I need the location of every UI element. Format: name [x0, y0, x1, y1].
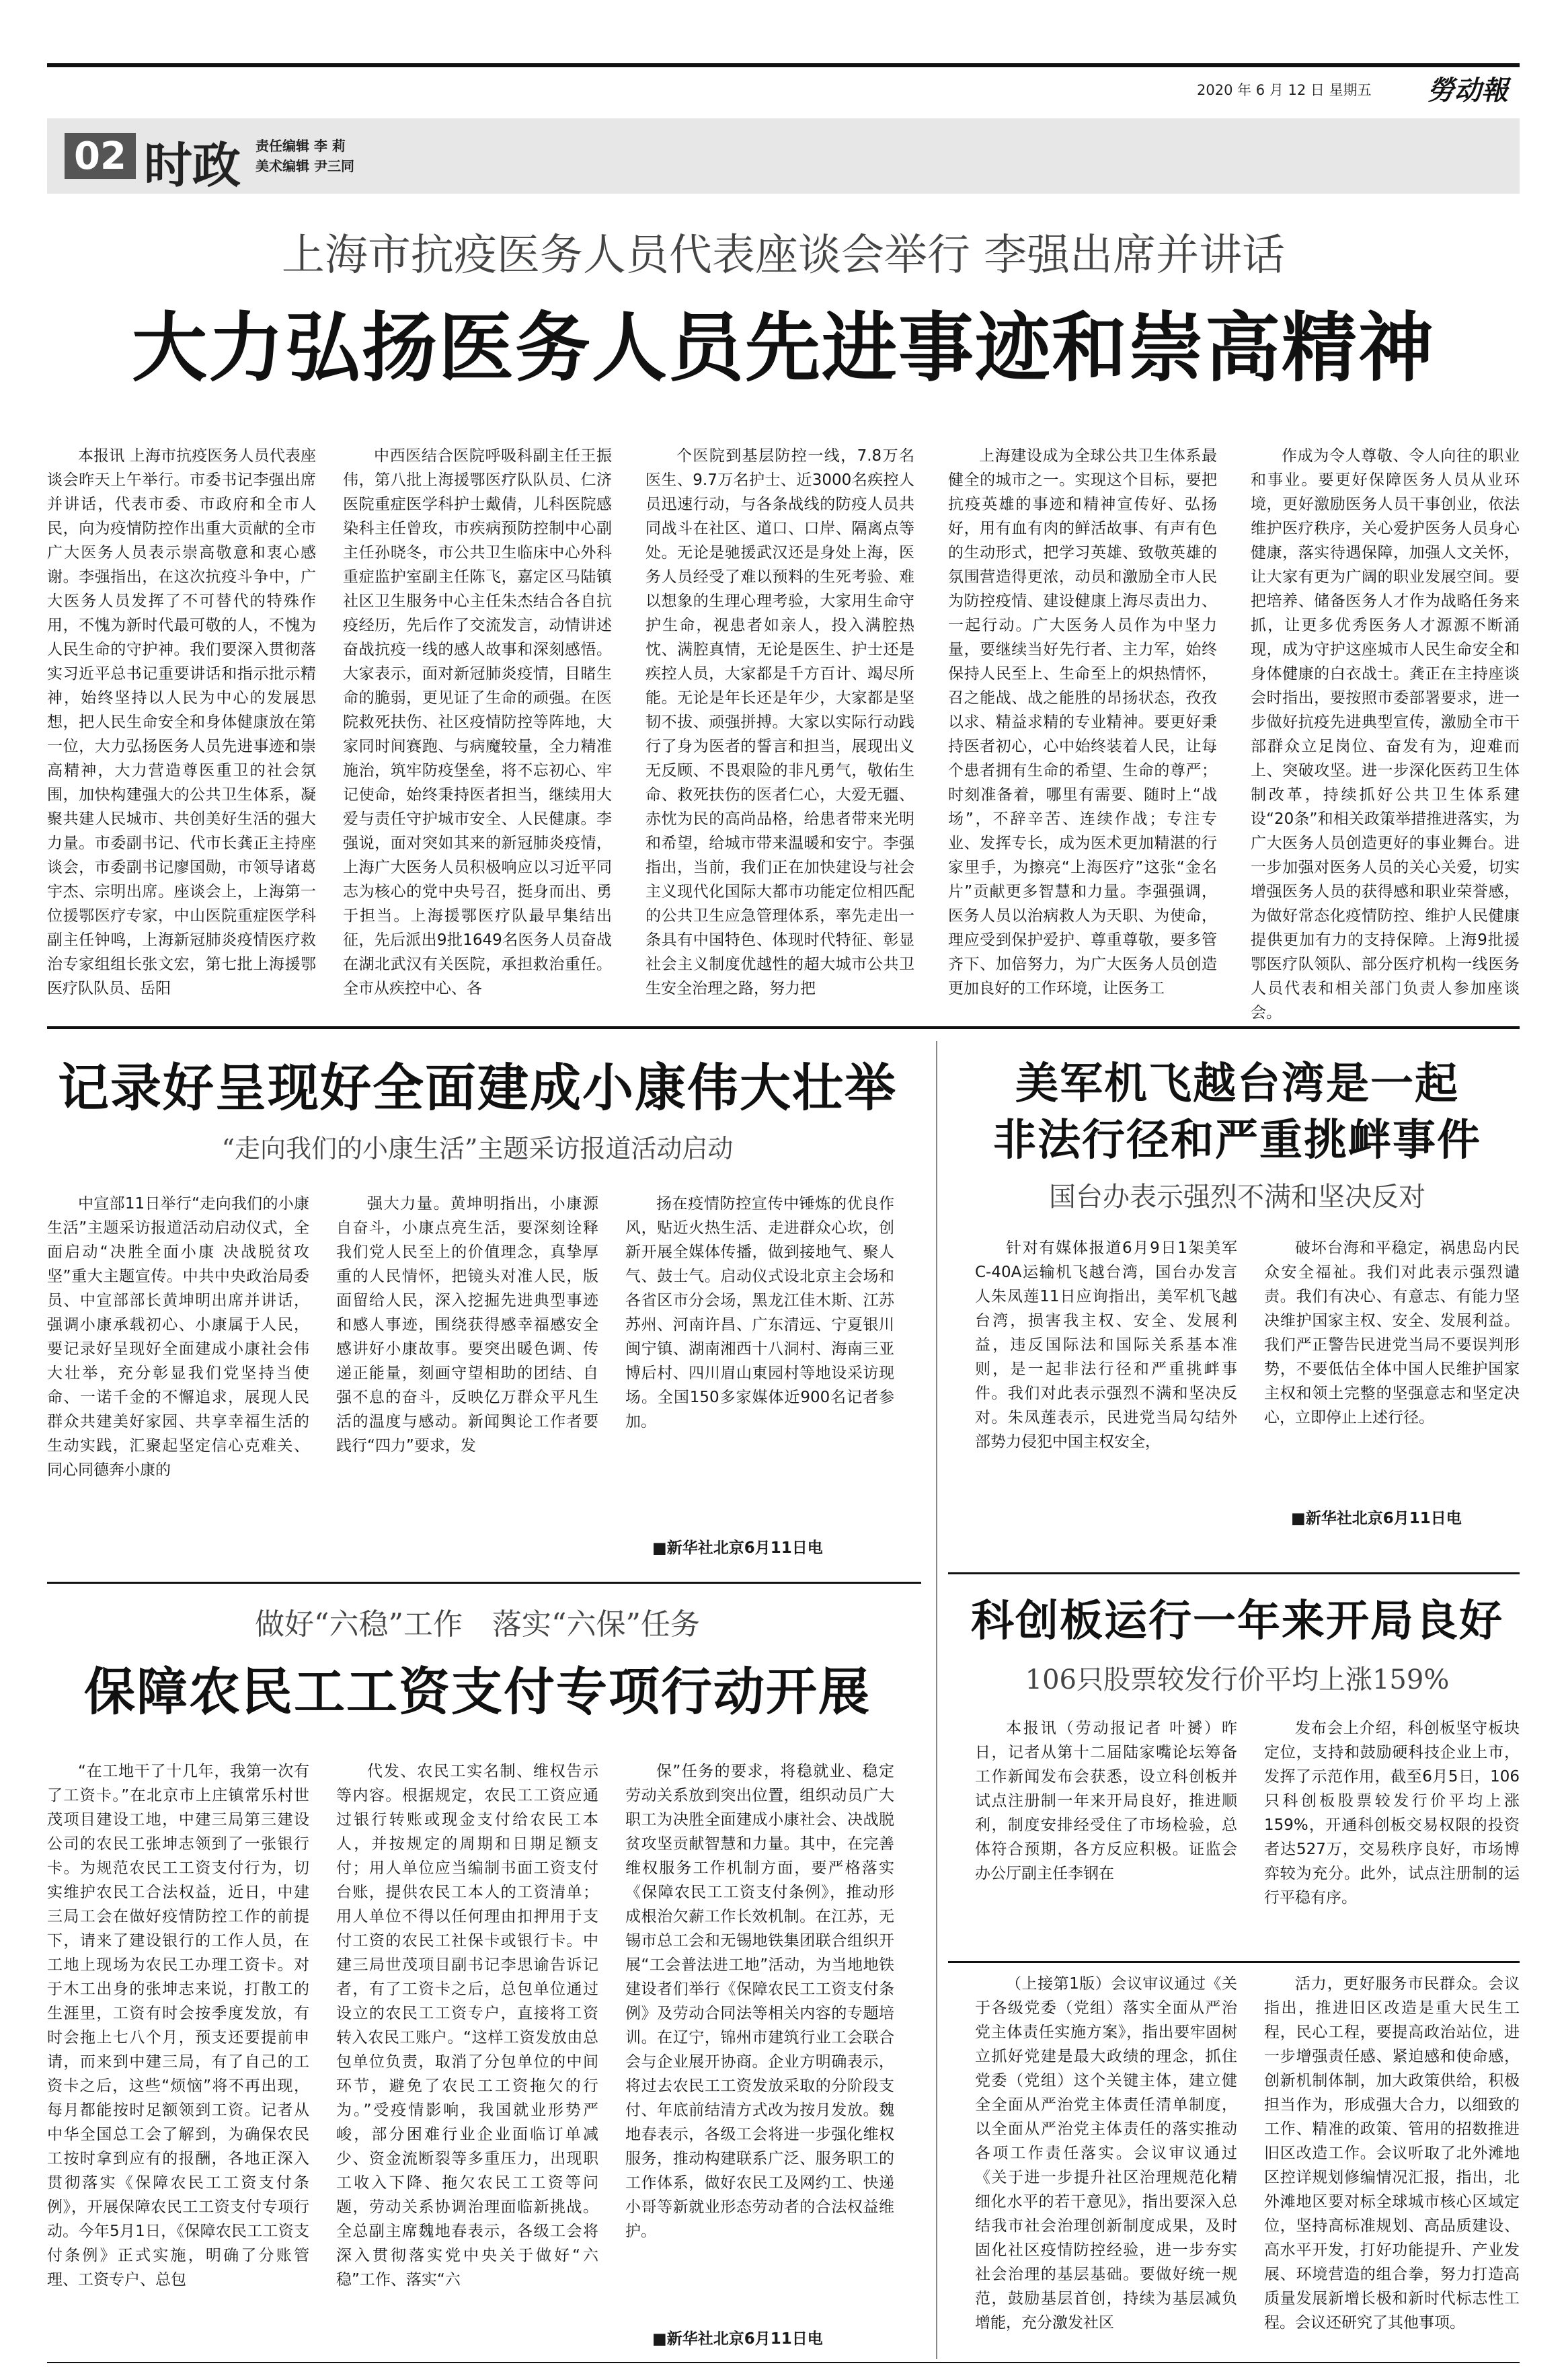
wages-col-1: “在工地干了十几年，我第一次有了工资卡。”在北京市上庄镇常乐村世茂项目建设工地，中建三局第三建设公司的农民工张坤志领到了一张银行卡。为规范农民工工资支付行为，切实维护农民工合法权益，近日，中建三局工会在做好疫情防控工作的前提下，请来了建设银行的工作人员，在工地上现场为农民工办理工资卡。对于木工出身的张坤志来说，打散工的生涯里，工资有时会按季度发放，有时会拖上七八个月，预支还要提前申请，而来到中建三局，有了自己的工资卡之后，这些“烦恼”将不再出现，每月都能按时足额领到工资。记者从中华全国总工会了解到，为确保农民工按时拿到应有的报酬，各地正深入贯彻落实《保障农民工工资支付条例》，开展保障农民工工资支付专项行动。今年5月1日，《保障农民工工资支付条例》正式实施，明确了分账管理、工资专户、总包 [47, 1763, 309, 2289]
taiwan-col-2: 破坏台海和平稳定，祸患岛内民众安全福祉。我们对此表示强烈谴责。我们有决心、有意志、有能力坚决维护国家主权、安全、发展利益。我们严正警告民进党当局不要误判形势，不要低估全体中国人民维护国家主权和领土完整的坚强意志和坚定决心，立即停止上述行径。 [1264, 1239, 1520, 1426]
wages-col-2: 代发、农民工实名制、维权告示等内容。根据规定，农民工工资应通过银行转账或现金支付给农民工本人，并按规定的周期和日期足额支付；用人单位应当编制书面工资支付台账，提供农民工本人的工资清单；用人单位不得以任何理由扣押用于支付工资的农民工社保卡或银行卡。中建三局世茂项目副书记李思谕告诉记者，有了工资卡之后，总包单位通过设立的农民工工资专户，直接将工资转入农民工账户。“这样工资发放由总包单位负责，取消了分包单位的中间环节，避免了农民工工资拖欠的行为。”受疫情影响，我国就业形势严峻，部分困难行业企业面临订单减少、资金流断裂等多重压力，出现职工收入下降、拖欠农民工工资等问题，劳动关系协调治理面临新挑战。全总副主席魏地春表示，各级工会将深入贯彻落实党中央关于做好“六稳”工作、落实“六 [336, 1763, 598, 2289]
xiaokang-dateline: ■新华社北京6月11日电 [652, 1539, 823, 1557]
xiaokang-subhead: “走向我们的小康生活”主题采访报道活动启动 [221, 1134, 734, 1163]
taiwan-headline-line1: 美军机飞越台湾是一起 [1015, 1059, 1459, 1109]
wages-dateline: ■新华社北京6月11日电 [652, 2330, 823, 2348]
lead-bottom-rule [47, 1026, 1520, 1029]
lead-col-1: 本报讯 上海市抗疫医务人员代表座谈会昨天上午举行。市委书记李强出席并讲话，代表市委、市政府和全市人民，向为疫情防控作出重大贡献的全市广大医务人员表示崇高敬意和衷心感谢。李强指出，在这次抗疫斗争中，广大医务人员发挥了不可替代的特殊作用，不愧为新时代最可敬的人，不愧为人民生命的守护神。我们要深入贯彻落实习近平总书记重要讲话和指示批示精神，始终坚持以人民为中心的发展思想，把人民生命安全和身体健康放在第一位，大力弘扬医务人员先进事迹和崇高精神，大力营造尊医重卫的社会氛围，加快构建强大的公共卫生体系，凝聚共建人民城市、共创美好生活的强大力量。市委副书记、代市长龚正主持座谈会，市委副书记廖国勋，市领导诸葛宇杰、宗明出席。座谈会上，上海第一位援鄂医疗专家，中山医院重症医学科副主任钟鸣，上海新冠肺炎疫情医疗救治专家组组长张文宏，第七批上海援鄂医疗队队员、岳阳 [47, 447, 316, 997]
lead-col-3: 个医院到基层防控一线，7.8万名医生、9.7万名护士、近3000名疾控人员迅速行动，与各条战线的防疫人员共同战斗在社区、道口、口岸、隔离点等处。无论是驰援武汉还是身处上海，医务人员经受了难以预料的生死考验、难以想象的生理心理考验，大家用生命守护生命，视患者如亲人，投入满腔热忱、满腔真情，无论是医生、护士还是疾控人员，大家都是千方百计、竭尽所能。无论是年长还是年少，大家都是坚韧不拔、顽强拼搏。大家以实际行动践行了身为医者的誓言和担当，展现出义无反顾、不畏艰险的非凡勇气，敬佑生命、救死扶伤的医者仁心，大爱无疆、赤忱为民的高尚品格，给患者带来光明和希望，给城市带来温暖和安宁。李强指出，当前，我们正在加快建设与社会主义现代化国际大都市功能定位相匹配的公共卫生应急管理体系，率先走出一条具有中国特色、体现时代特征、彰显社会主义制度优越性的超大城市公共卫生安全治理之路，努力把 [645, 447, 914, 997]
lead-kicker: 上海市抗疫医务人员代表座谈会举行 李强出席并讲话 [281, 231, 1286, 280]
continued-col-1: （上接第1版）会议审议通过《关于各级党委（党组）落实全面从严治党主体责任实施方案》，指出要牢固树立抓好党建是最大政绩的理念，抓住党委（党组）这个关键主体，建立健全全面从严治党主体责任清单制度，以全面从严治党主体责任的落实推动各项工作责任落实。会议审议通过《关于进一步提升社区治理规范化精细化水平的若干意见》，指出要深入总结我市社会治理创新制度成果，及时固化社区疫情防控经验，进一步夯实社会治理的基层基础。要做好统一规范，鼓励基层首创，持续为基层减负增能，充分激发社区 [975, 1975, 1237, 2332]
star-col-2: 发布会上介绍，科创板坚守板块定位，支持和鼓励硬科技企业上市，发挥了示范作用，截至6月5日，106只科创板股票较发行价平均上涨159%，开通科创板交易权限的投资者达527万，交易秩序良好，市场博弈较为充分。此外，试点注册制的运行平稳有序。 [1264, 1720, 1520, 1907]
editor-credits [256, 136, 354, 176]
taiwan-dateline: ■新华社北京6月11日电 [1291, 1510, 1462, 1527]
bottom-border [47, 2362, 1520, 2363]
lead-col-5: 作成为令人尊敬、令人向往的职业和事业。要更好保障医务人员从业环境，更好激励医务人员干事创业，依法维护医疗秩序，关心爱护医务人员身心健康，落实待遇保障，加强人文关怀，让大家有更为广阔的职业发展空间。要把培养、储备医务人才作为战略任务来抓，让更多优秀医务人才源源不断涌现，成为守护这座城市人民生命安全和身体健康的白衣战士。龚正在主持座谈会时指出，要按照市委部署要求，进一步做好抗疫先进典型宣传，激励全市干部群众立足岗位、奋发有为，迎难而上、突破攻坚。进一步深化医药卫生体制改革，持续抓好公共卫生体系建设“20条”和相关政策举措推进落实，为广大医务人员创造更好的事业舞台。进一步加强对医务人员的关心关爱，切实增强医务人员的获得感和职业荣誉感，为做好常态化疫情防控、维护人民健康提供更加有力的支持保障。上海9批援鄂医疗队领队、部分医疗机构一线医务人员代表和相关部门负责人参加座谈会。 [1251, 447, 1520, 1022]
xiaokang-col-3: 扬在疫情防控宣传中锤炼的优良作风，贴近火热生活、走进群众心坎，创新开展全媒体传播，做到接地气、聚人气、鼓士气。启动仪式设北京主会场和各省区市分会场，黑龙江佳木斯、江苏苏州、河南许昌、广东清远、宁夏银川闽宁镇、湖南湘西十八洞村、海南三亚博后村、四川眉山東园村等地设采访现场。全国150多家媒体近900名记者参加。 [625, 1195, 894, 1430]
xiaokang-col-1: 中宣部11日举行“走向我们的小康生活”主题采访报道活动启动仪式，全面启动“决胜全面小康 决战脱贫攻坚”重大主题宣传。中共中央政治局委员、中宣部部长黄坤明出席并讲话，强调小康承载初心、小康属于人民，要记录好呈现好全面建成小康社会伟大壮举，充分彰显我们党坚持当使命、一诺千金的不懈追求，展现人民群众共建美好家园、共享幸福生活的生动实践，汇聚起坚定信心克难关、同心同德奔小康的 [47, 1195, 309, 1479]
art-editor-line: 美术编辑 尹三同 [256, 158, 354, 174]
taiwan-col-1: 针对有媒体报道6月9日1架美军C-40A运输机飞越台湾，国台办发言人朱凤莲11日应询指出，美军机飞越台湾，损害我主权、安全、发展利益，违反国际法和国际关系基本准则，是一起非法行径和严重挑衅事件。我们对此表示强烈不满和坚决反对。朱凤莲表示，民进党当局勾结外部势力侵犯中国主权安全， [975, 1239, 1237, 1451]
continued-col-2: 活力，更好服务市民群众。会议指出，推进旧区改造是重大民生工程，民心工程，要提高政治站位，进一步增强责任感、紧迫感和使命感，创新机制体制，加大政策供给，积极担当作为，形成强大合力，以细致的工作、精准的政策、管用的招数推进旧区改造工作。会议听取了北外滩地区控详规划修编情况汇报，指出，北外滩地区要对标全球城市核心区域定位，坚持高标准规划、高品质建设、高水平开发，打好功能提升、产业发展、环境营造的组合拳，努力打造高质量发展新增长极和新时代标志性工程。会议还研究了其他事项。 [1264, 1975, 1520, 2332]
star-subhead: 106只股票较发行价平均上涨159% [1025, 1664, 1450, 1695]
taiwan-subhead: 国台办表示强烈不满和坚决反对 [1049, 1182, 1425, 1213]
xiaokang-bottom-rule [47, 1582, 921, 1584]
taiwan-headline-line2: 非法行径和严重挑衅事件 [993, 1116, 1481, 1165]
wages-headline: 保障农民工工资支付专项行动开展 [84, 1662, 871, 1722]
xiaokang-col-2: 强大力量。黄坤明指出，小康源自奋斗，小康点亮生活，要深刻诠释我们党人民至上的价值理念，真挚厚重的人民情怀，把镜头对准人民，版面留给人民，深入挖掘先进典型事迹和感人事迹，围绕获得感幸福感安全感讲好小康故事。要突出暖色调、传递正能量，刻画守望相助的团结、自强不息的奋斗，反映亿万群众平凡生活的温度与感动。新闻舆论工作者要践行“四力”要求，发 [336, 1195, 598, 1455]
star-bottom-rule [948, 1961, 1520, 1963]
issue-date: 2020 年 6 月 12 日 星期五 [1197, 82, 1372, 98]
star-headline: 科创板运行一年来开局良好 [971, 1597, 1503, 1646]
editor-line: 责任编辑 李 莉 [256, 138, 346, 154]
newspaper-logo: 勞动報 [1427, 74, 1508, 106]
column-divider [936, 1041, 937, 2359]
lead-col-4: 上海建设成为全球公共卫生体系最健全的城市之一。实现这个目标，要把抗疫英雄的事迹和精神宣传好、弘扬好，用有血有肉的鲜活故事、有声有色的生动形式，把学习英雄、致敬英雄的氛围营造得更浓，动员和激励全市人民为防控疫情、建设健康上海尽责出力、一起行动。广大医务人员作为中坚力量，要继续当好先行者、主力军，始终保持人民至上、生命至上的炽热情怀，召之能战、战之能胜的昂扬状态，孜孜以求、精益求精的专业精神。要更好秉持医者初心，心中始终装着人民，让每个患者拥有生命的希望、生命的尊严；时刻准备着，哪里有需要、随时上“战场”，不辞辛苦、连续作战；专注专业、发挥专长，成为医术更加精湛的行家里手，为擦亮“上海医疗”这张“金名片”贡献更多智慧和力量。李强强调，医务人员以治病救人为天职、为使命，理应受到保护爱护、尊重尊敬，要多管齐下、加倍努力，为广大医务人员创造更加良好的工作环境，让医务工 [948, 447, 1217, 997]
lead-headline: 大力弘扬医务人员先进事迹和崇高精神 [132, 305, 1435, 392]
section-name: 时政 [144, 137, 241, 194]
page-number: 02 [65, 133, 136, 179]
taiwan-bottom-rule [948, 1572, 1520, 1574]
star-col-1: 本报讯（劳动报记者 叶赟）昨日，记者从第十二届陆家嘴论坛筹备工作新闻发布会获悉，设立科创板并试点注册制一年来开局良好，推进顺利，制度安排经受住了市场检验，总体符合预期，各方反应积极。证监会办公厅副主任李钢在 [975, 1720, 1237, 1882]
top-border [47, 63, 1520, 67]
xiaokang-headline: 记录好呈现好全面建成小康伟大壮举 [58, 1058, 897, 1118]
wages-kicker: 做好“六稳”工作 落实“六保”任务 [255, 1607, 700, 1642]
lead-col-2: 中西医结合医院呼吸科副主任王振伟，第八批上海援鄂医疗队队员、仁济医院重症医学科护士戴倩，儿科医院感染科主任曾玫，市疾病预防控制中心副主任孙晓冬，市公共卫生临床中心外科重症监护室副主任陈飞，嘉定区马陆镇社区卫生服务中心主任朱杰结合各自抗疫经历，先后作了交流发言，动情讲述奋战抗疫一线的感人故事和深刻感悟。大家表示，面对新冠肺炎疫情，目睹生命的脆弱，更见证了生命的顽强。在医院救死扶伤、社区疫情防控等阵地，大家同时间赛跑、与病魔较量，全力精准施治，筑牢防疫堡垒，将不忘初心、牢记使命，始终秉持医者担当，继续用大爱与责任守护城市安全、人民健康。李强说，面对突如其来的新冠肺炎疫情，上海广大医务人员积极响应以习近平同志为核心的党中央号召，挺身而出、勇于担当。上海援鄂医疗队最早集结出征，先后派出9批1649名医务人员奋战在湖北武汉有关医院，承担救治重任。全市从疾控中心、各 [343, 447, 612, 997]
wages-col-3: 保”任务的要求，将稳就业、稳定劳动关系放到突出位置，组织动员广大职工为决胜全面建成小康社会、决战脱贫攻坚贡献智慧和力量。其中，在完善维权服务工作机制方面，要严格落实《保障农民工工资支付条例》，推动形成根治欠薪工作长效机制。在江苏，无锡市总工会和无锡地铁集团联合组织开展“工会普法进工地”活动，为当地地铁建设者们举行《保障农民工工资支付条例》及劳动合同法等相关内容的专题培训。在辽宁，锦州市建筑行业工会联合会与企业展开协商。企业方明确表示，将过去农民工工资发放采取的分阶段支付、年底前结清方式改为按月发放。魏地春表示，各级工会将进一步强化维权服务，推动构建联系广泛、服务职工的工作体系，做好农民工及网约工、快递小哥等新就业形态劳动者的合法权益维护。 [625, 1763, 894, 2240]
